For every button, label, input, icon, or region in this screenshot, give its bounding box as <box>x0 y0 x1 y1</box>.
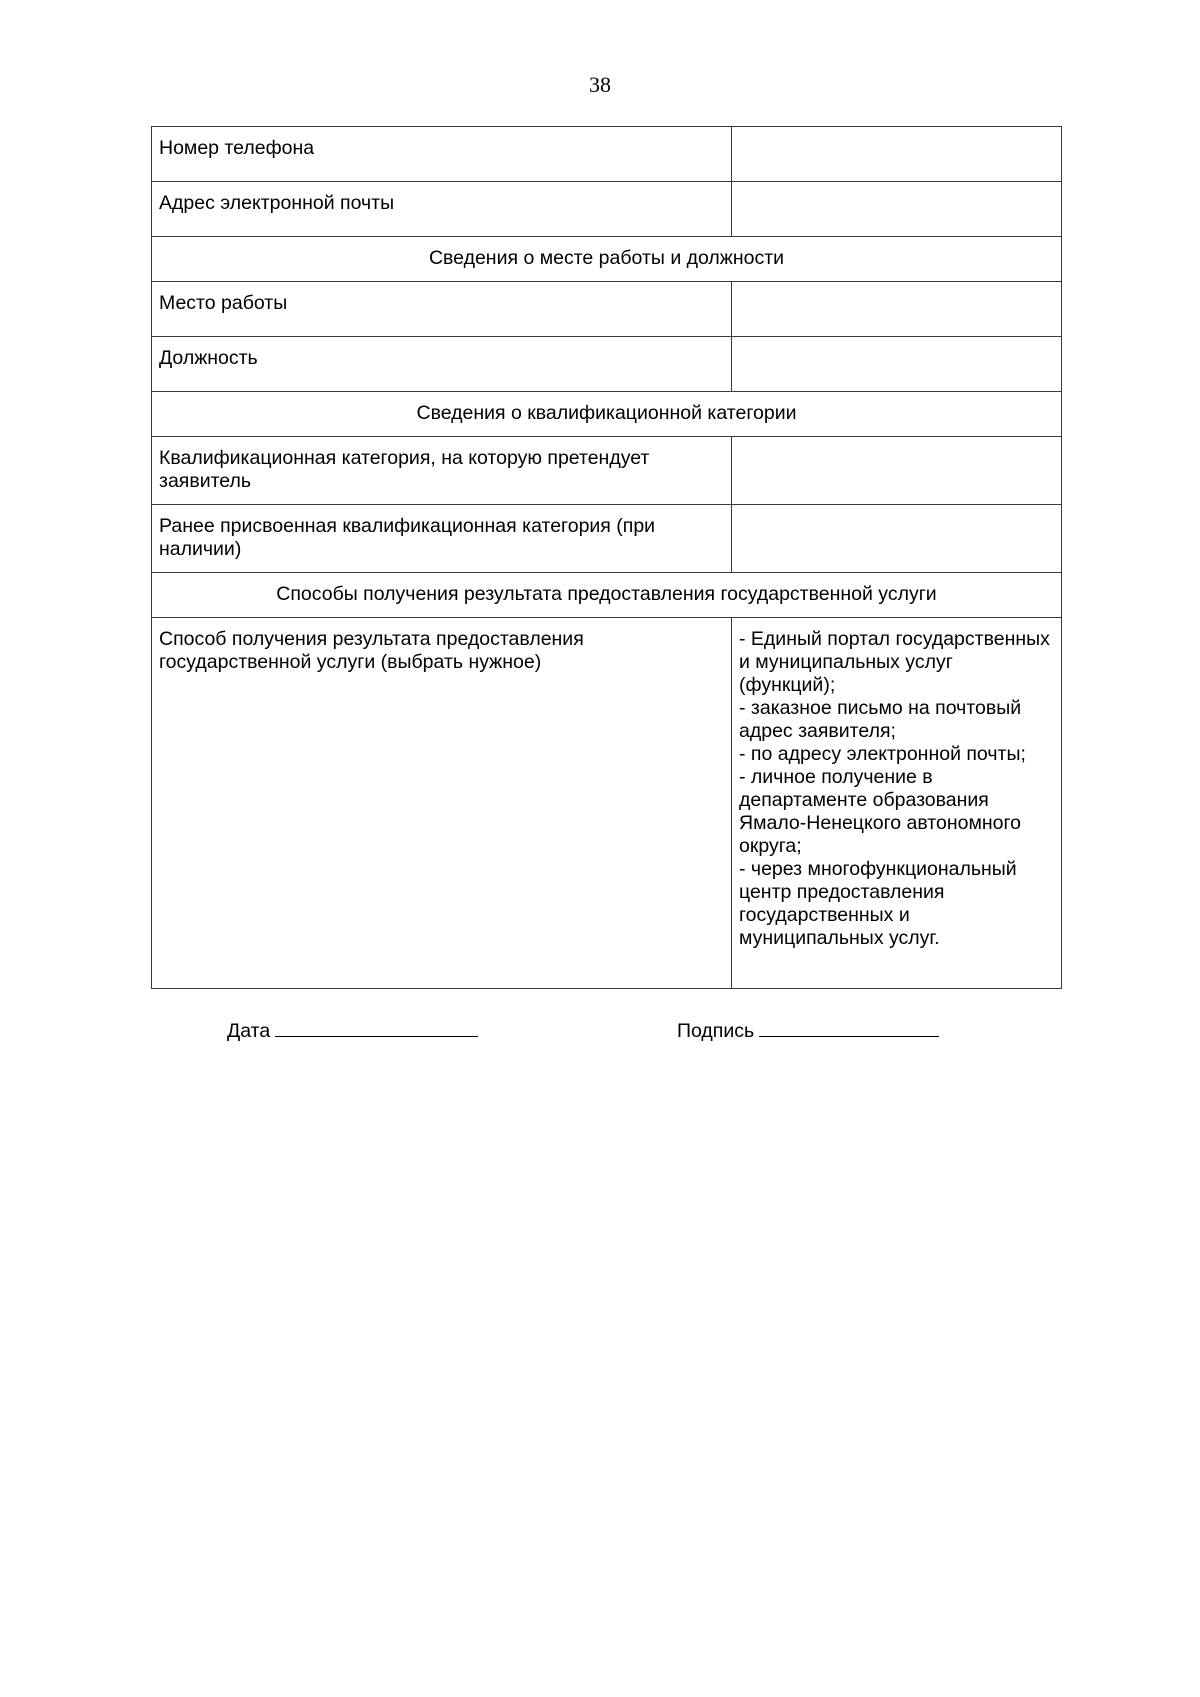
email-field[interactable] <box>732 182 1062 237</box>
result-method-option-in-person[interactable]: - личное получение в департаменте образования Ямало-Ненецкого автономного округа; <box>739 766 1022 857</box>
table-row-previous-category <box>152 505 1062 573</box>
result-method-option-mfc[interactable]: - через многофункциональный центр предоставления государственных и муниципальных услуг. <box>739 858 1017 949</box>
phone-field[interactable] <box>732 127 1062 182</box>
section-row-qualification <box>152 392 1062 437</box>
date-blank-line[interactable] <box>275 1018 478 1037</box>
result-method-option-mail[interactable]: - заказное письмо на почтовый адрес заявителя; <box>739 697 1022 742</box>
result-method-options <box>739 628 1054 950</box>
signature-blank-line[interactable] <box>759 1018 939 1037</box>
table-row-position <box>152 337 1062 392</box>
table-row-result-method <box>152 618 1062 989</box>
table-row-workplace <box>152 282 1062 337</box>
phone-label: Номер телефона <box>152 127 732 182</box>
result-method-option-portal[interactable]: - Единый портал государственных и муниципальных услуг (функций); <box>739 628 1050 696</box>
section-row-result <box>152 573 1062 618</box>
workplace-label: Место работы <box>152 282 732 337</box>
date-signature-block <box>227 1018 478 1043</box>
previous-category-label: Ранее присвоенная квалификационная категория (при наличии) <box>152 505 732 573</box>
target-category-label: Квалификационная категория, на которую претендует заявитель <box>152 437 732 505</box>
target-category-field[interactable] <box>732 437 1062 505</box>
result-method-options-cell <box>732 618 1062 989</box>
result-method-label: Способ получения результата предоставления государственной услуги (выбрать нужное) <box>152 618 732 989</box>
workplace-field[interactable] <box>732 282 1062 337</box>
position-field[interactable] <box>732 337 1062 392</box>
section-heading-qualification: Сведения о квалификационной категории <box>152 392 1062 437</box>
email-label: Адрес электронной почты <box>152 182 732 237</box>
date-label: Дата <box>227 1020 271 1042</box>
application-form-table <box>151 126 1062 989</box>
previous-category-field[interactable] <box>732 505 1062 573</box>
signature-label: Подпись <box>677 1020 755 1042</box>
table-row-target-category <box>152 437 1062 505</box>
table-row-phone <box>152 127 1062 182</box>
section-heading-work: Сведения о месте работы и должности <box>152 237 1062 282</box>
position-label: Должность <box>152 337 732 392</box>
table-row-email <box>152 182 1062 237</box>
signature-block <box>677 1018 939 1043</box>
section-heading-result: Способы получения результата предоставления государственной услуги <box>152 573 1062 618</box>
section-row-work <box>152 237 1062 282</box>
page-number: 38 <box>589 72 611 97</box>
result-method-option-email[interactable]: - по адресу электронной почты; <box>739 743 1026 765</box>
